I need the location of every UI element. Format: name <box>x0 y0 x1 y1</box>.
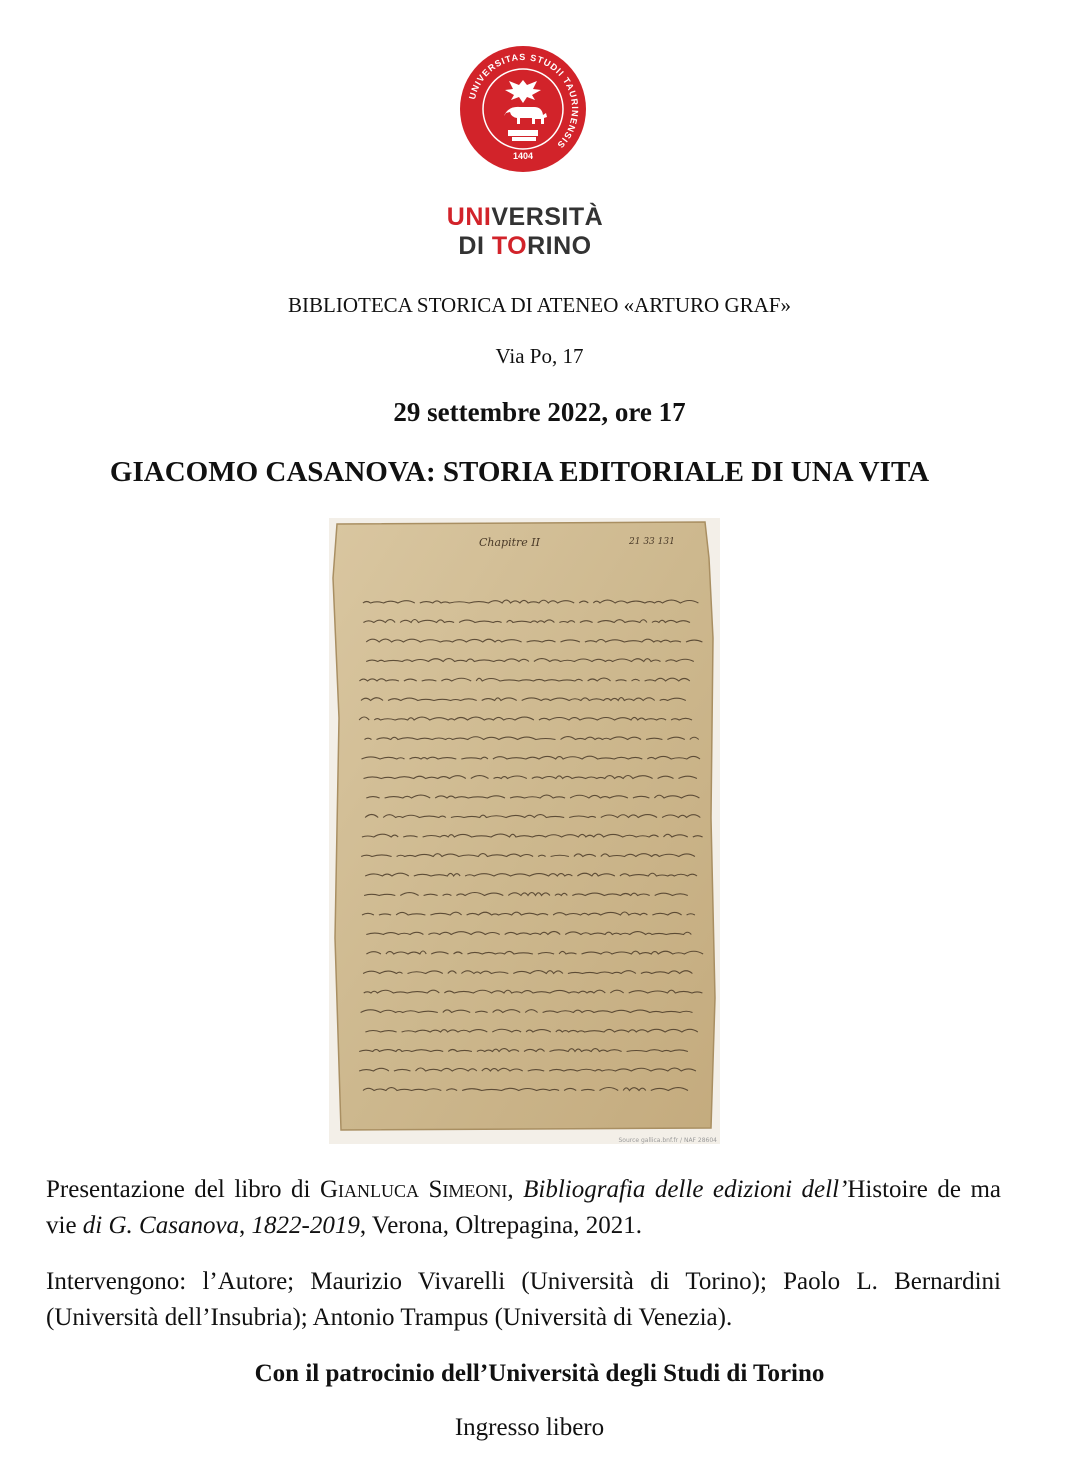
patronage: Con il patrocinio dell’Università degli Studi di Torino <box>254 1360 825 1387</box>
wordmark-to: TO <box>491 232 528 260</box>
presentation-tail: , Verona, Oltrepagina, 2021. <box>359 1212 642 1239</box>
presentation-separator: , <box>239 1212 252 1239</box>
manuscript-page-numbers: 21 33 131 <box>629 537 675 547</box>
entry-info: Ingresso libero <box>454 1414 605 1441</box>
address: Via Po, 17 <box>495 344 584 368</box>
wordmark-versita: VERSITÀ <box>491 203 604 231</box>
presentation-comma: , <box>507 1176 524 1203</box>
presentation-paragraph <box>46 1172 1001 1244</box>
manuscript-heading: Chapitre II <box>479 536 540 549</box>
university-wordmark <box>430 203 620 261</box>
event-date: 29 settembre 2022, ore 17 <box>393 397 686 427</box>
wordmark-di: DI <box>458 232 492 260</box>
book-years: 1822-2019 <box>251 1212 360 1239</box>
university-seal-logo <box>460 46 586 172</box>
library-name: BIBLIOTECA STORICA DI ATENEO «ARTURO GRAF» <box>288 293 791 317</box>
book-title-part1: Bibliografia delle edizioni dell’ <box>523 1176 848 1203</box>
seal-year: 1404 <box>512 151 534 161</box>
event-title: GIACOMO CASANOVA: STORIA EDITORIALE DI UNA VITA <box>109 456 930 488</box>
speakers-paragraph: Intervengono: l’Autore; Maurizio Vivarelli (Università di Torino); Paolo L. Bernardini (Università dell’Insubria); Antonio Trampus (Università di Venezia). <box>46 1268 1001 1331</box>
wordmark-rino: RINO <box>527 232 592 260</box>
wordmark-uni: UNI <box>446 203 492 231</box>
book-title-part3: di G. Casanova <box>76 1212 240 1239</box>
manuscript-page-image <box>329 518 720 1144</box>
image-credit: Source gallica.bnf.fr / NAF 28604 <box>618 1137 717 1144</box>
presentation-lead: Presentazione del libro di <box>46 1176 320 1203</box>
book-title-part2: Histoire de ma vie <box>46 1176 1001 1239</box>
seal-ring-text: UNIVERSITAS STUDII TAURINENSIS <box>466 51 581 151</box>
book-author: Gianluca Simeoni <box>319 1176 508 1203</box>
